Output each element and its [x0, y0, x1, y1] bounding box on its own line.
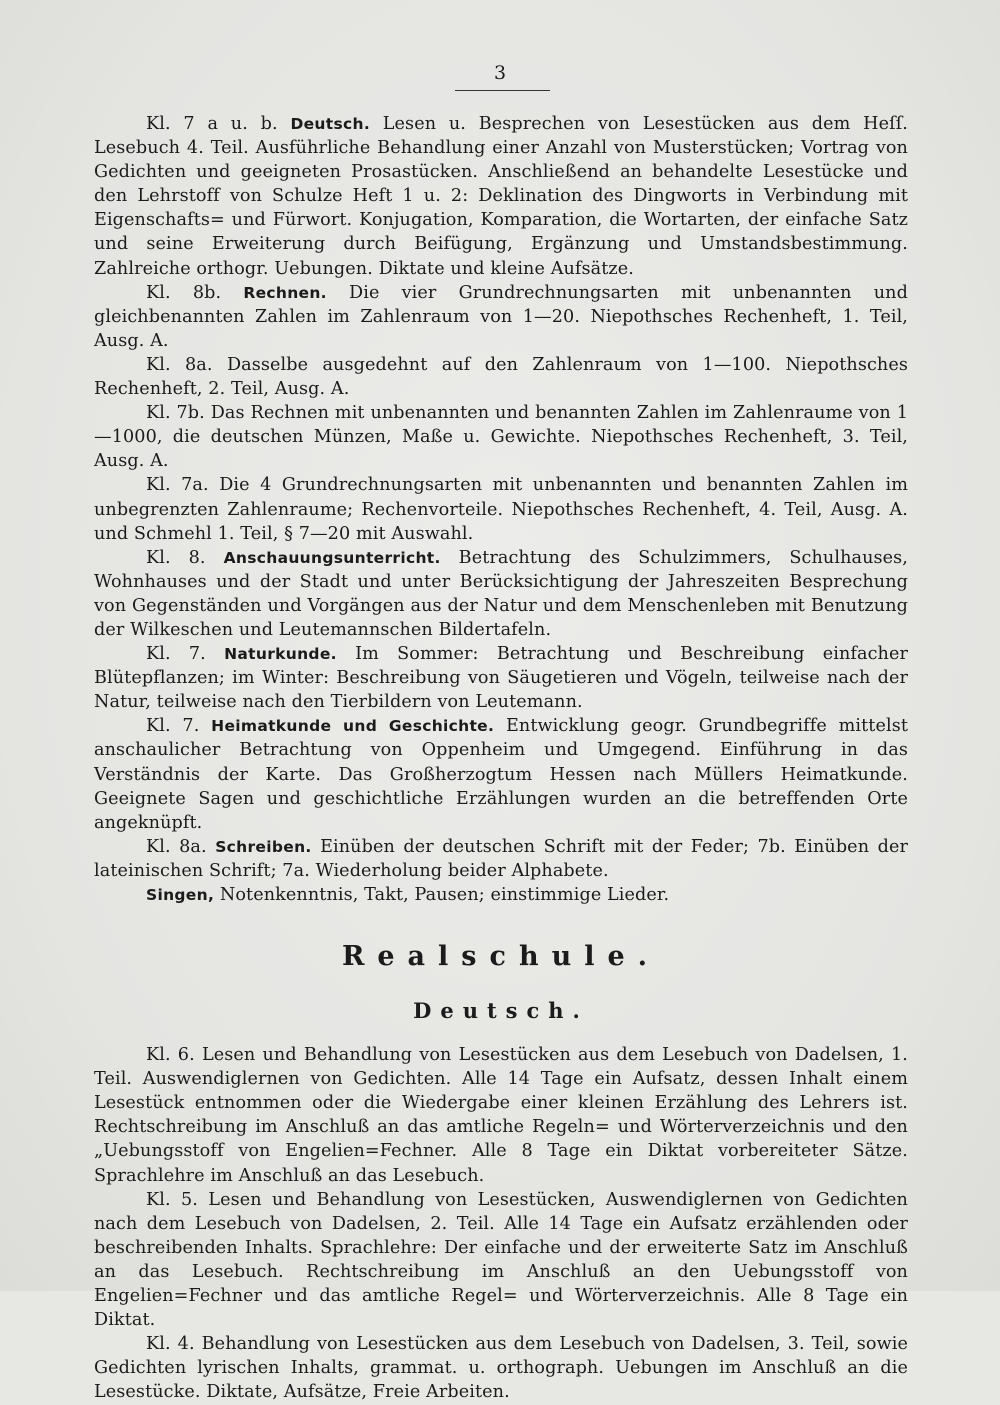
page-content [94, 112, 908, 1405]
page-number: 3 [493, 62, 507, 84]
paragraph-naturkunde: Kl. 7. Naturkunde. Im Sommer: Betrachtung und Beschreibung einfacher Blütepflanzen; im Winter: Beschreibung von Säugetieren und Vögeln, teilweise nach der Natur, teilweise nach den Tierbildern von Leutemann. [94, 644, 908, 713]
paragraph-singen: Singen, Notenkenntnis, Takt, Pausen; einstimmige Lieder. [146, 885, 670, 905]
paragraph-heimatkunde: Kl. 7. Heimatkunde und Geschichte. Entwicklung geogr. Grundbegriffe mittelst anschaulicher Betrachtung von Oppenheim und Umgegend. Einführung in das Verständnis der Karte. Das Großherzogtum Hessen nach Müllers Heimatkunde. Geeignete Sagen und geschichtliche Erzählungen wurden an die betreffenden Orte angeknüpft. [94, 716, 908, 833]
paragraph-realschule-kl5: Kl. 5. Lesen und Behandlung von Lesestücken, Auswendiglernen von Gedichten nach dem Lesebuch von Dadelsen, 2. Teil. Alle 14 Tage ein Aufsatz erzählenden oder beschreibenden Inhalts. Sprachlehre: Der einfache und der erweiterte Satz im Anschluß an das Lesebuch. Rechtschreibung im Anschluß an den Uebungsstoff von Engelien=Fechner und das amtliche Regel= und Wörterverzeichnis. Alle 8 Tage ein Diktat. [94, 1189, 908, 1331]
paragraph-anschauung: Kl. 8. Anschauungsunterricht. Betrachtung des Schulzimmers, Schulhauses, Wohnhauses und der Stadt und unter Berücksichtigung der Jahreszeiten Besprechung von Gegenständen und Vorgängen aus der Natur und dem Menschenleben mit Benutzung der Wilkeschen und Leutemannschen Bildertafeln. [94, 547, 908, 640]
page-number-rule [455, 90, 550, 91]
subsection-title-deutsch: Deutsch. [413, 998, 589, 1024]
paragraph-rechnen-7a: Kl. 7a. Die 4 Grundrechnungsarten mit unbenannten und benannten Zahlen im unbegrenzten Zahlenraume; Rechenvorteile. Niepothsches Rechenheft, 4. Teil, Ausg. A. und Schmehl 1. Teil, § 7—20 mit Auswahl. [94, 475, 908, 544]
paragraph-realschule-kl4: Kl. 4. Behandlung von Lesestücken aus dem Lesebuch von Dadelsen, 3. Teil, sowie Gedichten lyrischen Inhalts, grammat. u. orthograph. Uebungen im Anschluß an die Lesestücke. Diktate, Aufsätze, Freie Arbeiten. [94, 1334, 908, 1403]
paragraph-rechnen-8b: Kl. 8b. Rechnen. Die vier Grundrechnungsarten mit unbenannten und gleichbenannten Zahlen im Zahlenraum von 1—20. Niepothsches Rechenheft, 1. Teil, Ausg. A. [94, 282, 908, 351]
section-title-realschule: Realschule. [341, 941, 661, 973]
paragraph-deutsch: Kl. 7 a u. b. Deutsch. Lesen u. Besprechen von Lesestücken aus dem Heſſ. Lesebuch 4. Teil. Ausführliche Behandlung einer Anzahl von Musterstücken; Vortrag von Gedichten und geeigneten Prosastücken. Anschließend an behandelte Lesestücke und den Lehrstoff von Schulze Heft 1 u. 2: Deklination des Dingworts in Verbindung mit Eigenschafts= und Fürwort. Konjugation, Komparation, die Wortarten, der einfache Satz und seine Erweiterung durch Beifügung, Ergänzung und Umstandsbestimmung. Zahlreiche orthogr. Uebungen. Diktate und kleine Aufsätze. [94, 114, 908, 279]
paragraph-schreiben: Kl. 8a. Schreiben. Einüben der deutschen Schrift mit der Feder; 7b. Einüben der lateinischen Schrift; 7a. Wiederholung beider Alphabete. [94, 836, 908, 881]
paragraph-rechnen-7b: Kl. 7b. Das Rechnen mit unbenannten und benannten Zahlen im Zahlenraume von 1—1000, die deutschen Münzen, Maße u. Gewichte. Niepothsches Rechenheft, 3. Teil, Ausg. A. [94, 403, 908, 472]
paragraph-rechnen-8a: Kl. 8a. Dasselbe ausgedehnt auf den Zahlenraum von 1—100. Niepothsches Rechenheft, 2. Teil, Ausg. A. [94, 354, 908, 400]
paragraph-realschule-kl6: Kl. 6. Lesen und Behandlung von Lesestücken aus dem Lesebuch von Dadelsen, 1. Teil. Auswendiglernen von Gedichten. Alle 14 Tage ein Aufsatz, dessen Inhalt einem Lesestück entnommen oder die Wiedergabe einer kleinen Erzählung des Lehrers ist. Rechtschreibung im Anschluß an das amtliche Regeln= und Wörterverzeichnis und den „Uebungsstoff von Engelien=Fechner. Alle 8 Tage ein Diktat vorbereiteter Sätze. Sprachlehre im Anschluß an das Lesebuch. [94, 1045, 908, 1186]
